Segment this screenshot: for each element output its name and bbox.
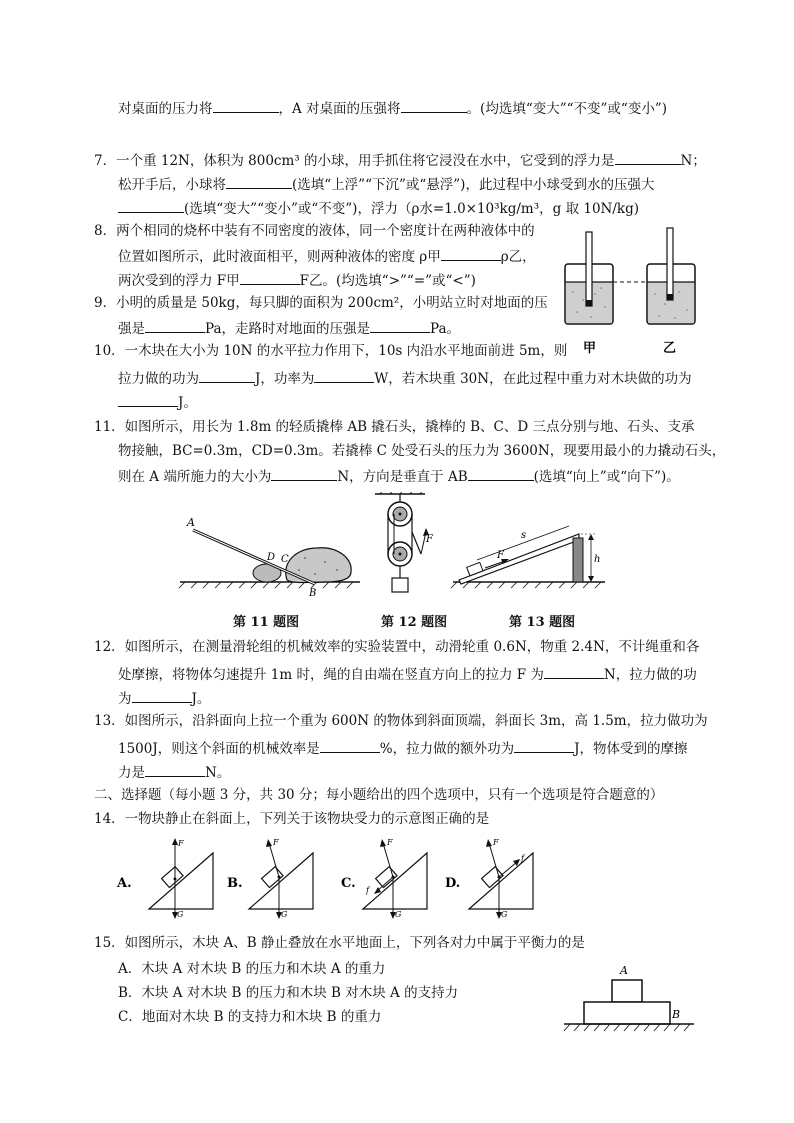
q11-blank-2[interactable] [468,466,534,481]
q10-blank-2[interactable] [314,368,374,383]
q6-line: 对桌面的压力将 ，A 对桌面的压强将 。(均选填“变大”“不变”或“变小”) [118,98,667,118]
svg-text:G: G [281,910,288,919]
q15-option-a[interactable]: A．木块 A 对木块 B 的压力和木块 A 的重力 [118,961,386,977]
label-block-b: B [672,1008,681,1021]
q10-line-3: J。 [118,392,197,412]
q13-blank-1[interactable] [320,738,380,753]
q13-line-2: 1500J，则这个斜面的机械效率是 %，拉力做的额外功为 J，物体受到的摩擦 [118,738,688,758]
q14-option-d[interactable] [445,838,533,919]
q9-blank-1[interactable] [145,318,205,333]
q7-line-2: 松开手后，小球将 (选填“上浮”“下沉”或“悬浮”)，此过程中小球受到水的压强大 [118,174,654,194]
label-s: s [521,530,527,541]
q10-line-1: 10．一木块在大小为 10N 的水平拉力作用下，10s 内沿水平地面前进 5m，则 [94,343,568,359]
section-2-heading: 二、选择题（每小题 3 分，共 30 分；每小题给出的四个选项中，只有一个选项是符合题意的） [94,787,664,803]
svg-text:F: F [178,839,184,848]
q10-line-2: 拉力做的功为 J，功率为 W，若木块重 30N，在此过程中重力对木块做的功为 [118,368,692,388]
q13-blank-2[interactable] [514,738,574,753]
q9-line-2: 强是 Pa，走路时对地面的压强是 Pa。 [118,318,460,338]
block-a [612,980,642,1002]
label-jia: 甲 [583,341,597,356]
label-C: C [281,554,289,565]
q6-blank-2[interactable] [401,98,467,113]
q11-line-2: 物接触，BC=0.3m，CD=0.3m。若撬棒 C 处受石头的压力为 3600N，现要用最小的力撬动石头， [118,443,726,459]
q8-line-3: 两次受到的浮力 F甲 F乙。(均选填“>”“=”或“<”) [118,270,476,290]
fig-11-lever [179,516,360,599]
q7-blank-2[interactable] [226,174,292,189]
fig-12-pulley [375,492,434,592]
q13-line-1: 13．如图所示，沿斜面向上拉一个重为 600N 的物体到斜面顶端，斜面长 3m，高 1.5m，拉力做功为 [94,713,708,729]
q6-blank-1[interactable] [213,98,279,113]
q15-option-b[interactable]: B．木块 A 对木块 B 的压力和木块 B 对木块 A 的支持力 [118,985,459,1001]
beaker-jia [565,232,613,324]
q15-option-c[interactable]: C．地面对木块 B 的支持力和木块 B 的重力 [118,1009,382,1025]
q8-blank-2[interactable] [240,270,300,285]
q14-options-figure [115,835,535,925]
svg-text:C.: C. [341,876,356,891]
svg-text:F: F [387,838,393,847]
q14-stem: 14．一物块静止在斜面上，下列关于该物块受力的示意图正确的是 [94,811,490,827]
q10-blank-1[interactable] [199,368,255,383]
label-F-13: F [497,550,504,561]
fig-13-incline [451,526,605,588]
svg-text:G: G [501,910,508,919]
q11-blank-1[interactable] [271,466,337,481]
label-yi: 乙 [663,341,677,356]
block-b [584,1002,670,1024]
q14-option-a[interactable] [116,838,213,919]
q10-blank-3[interactable] [118,392,178,407]
svg-text:f: f [521,854,524,863]
q14-option-b[interactable] [227,838,313,919]
q7-blank-1[interactable] [615,150,681,165]
q11-line-3: 则在 A 端所施力的大小为 N，方向是垂直于 AB (选填“向上”或“向下”)。 [118,466,680,486]
caption-fig-13: 第 13 题图 [509,615,576,630]
q15-stem: 15．如图所示，木块 A、B 静止叠放在水平地面上，下列各对力中属于平衡力的是 [94,935,585,951]
svg-text:D.: D. [445,876,461,891]
caption-fig-11: 第 11 题图 [233,615,300,630]
q7-line-3: (选填“变大”“变小”或“不变”)，浮力（ρ水=1.0×10³kg/m³，g 取 10N/kg) [118,198,639,218]
q11-line-1: 11．如图所示，用长为 1.8m 的轻质撬棒 AB 撬石头，撬棒的 B、C、D 三点分别与地、石头、支承 [94,419,695,435]
caption-fig-12: 第 12 题图 [381,615,448,630]
label-F-12: F [426,534,433,545]
q12-line-3: 为 J。 [118,688,210,708]
label-block-a: A [620,964,628,977]
q14-option-c[interactable] [341,838,427,919]
q15-blocks-figure [560,958,700,1040]
q9-line-1: 9．小明的质量是 50kg，每只脚的面积为 200cm²，小明站立时对地面的压 [94,295,548,311]
svg-text:G: G [177,910,184,919]
q8-line-2: 位置如图所示，此时液面相平，则两种液体的密度 ρ甲 ρ乙， [118,246,536,266]
svg-text:F: F [493,838,499,847]
label-D: D [267,552,276,563]
q13-line-3: 力是 N。 [118,762,230,782]
q8-beakers-figure [555,222,715,362]
q9-blank-2[interactable] [370,318,430,333]
svg-text:f: f [366,886,369,895]
q8-blank-1[interactable] [441,246,501,261]
q7-blank-3[interactable] [118,198,184,213]
q12-line-2: 处摩擦，将物体匀速提升 1m 时，绳的自由端在竖直方向上的拉力 F 为 N，拉力做的功 [118,664,697,684]
beaker-yi [647,228,695,324]
q7-line-1: 7．一个重 12N，体积为 800cm³ 的小球，用手抓住将它浸没在水中，它受到的浮力是 N； [94,150,706,170]
svg-text:A.: A. [117,876,132,891]
label-A: A [187,516,195,529]
q12-blank-1[interactable] [544,664,604,679]
svg-text:F: F [273,838,279,847]
q8-line-1: 8．两个相同的烧杯中装有不同密度的液体，同一个密度计在两种液体中的 [94,223,535,239]
label-B: B [309,588,317,599]
svg-text:B.: B. [227,876,243,891]
q12-line-1: 12．如图所示，在测量滑轮组的机械效率的实验装置中，动滑轮重 0.6N，物重 2.4N，不计绳重和各 [94,639,700,655]
svg-text:G: G [395,910,402,919]
label-h: h [594,554,601,565]
q13-blank-3[interactable] [145,762,205,777]
q12-blank-2[interactable] [132,688,192,703]
